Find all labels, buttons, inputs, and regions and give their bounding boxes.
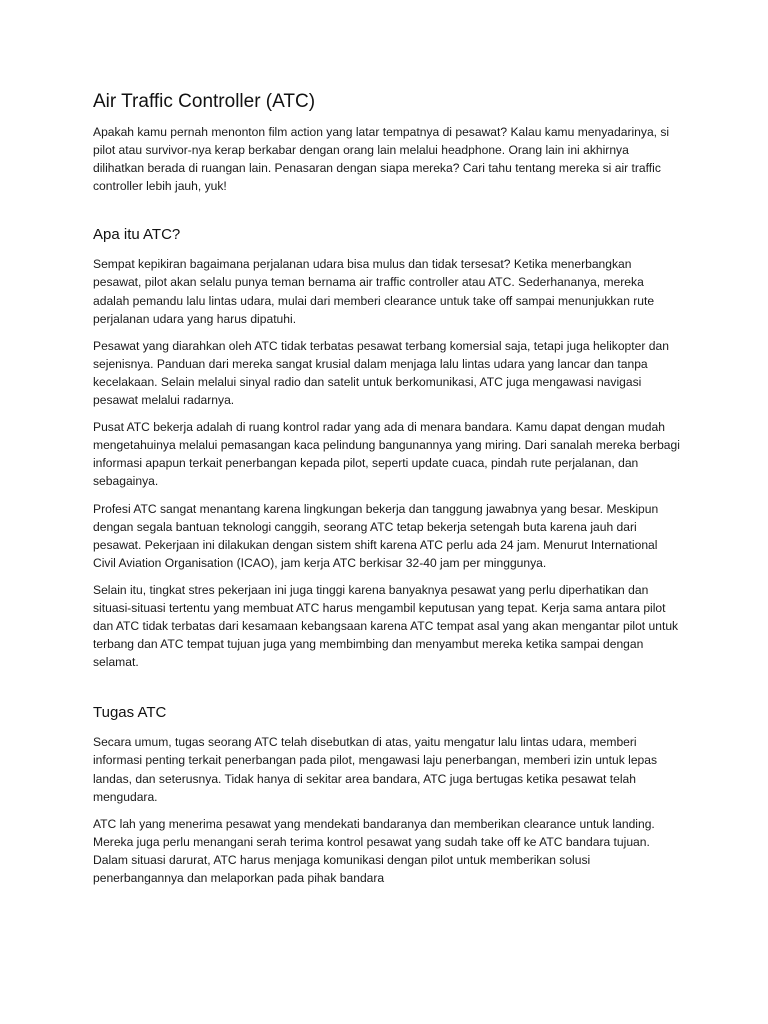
section-heading-tugas-atc: Tugas ATC bbox=[93, 704, 167, 722]
document-content bbox=[93, 90, 683, 896]
paragraph: Secara umum, tugas seorang ATC telah disebutkan di atas, yaitu mengatur lalu lintas udara, memberi informasi penting terkait penerbangan pada pilot, mengawasi laju penerbangan, memberi izin untuk lepas landas, dan seterusnya. Tidak hanya di sekitar area bandara, ATC juga bertugas ketika pesawat telah mengudara. bbox=[93, 735, 658, 804]
paragraph: Pesawat yang diarahkan oleh ATC tidak terbatas pesawat terbang komersial saja, tetapi juga helikopter dan sejenisnya. Panduan dari mereka sangat krusial dalam menjaga lalu lintas udara yang lancar dan tanpa kecelakaan. Selain melalui sinyal radio dan satelit untuk berkomunikasi, ATC juga mengawasi navigasi pesawat melalui radarnya. bbox=[93, 338, 669, 408]
paragraph: Pusat ATC bekerja adalah di ruang kontrol radar yang ada di menara bandara. Kamu dapat dengan mudah mengetahuinya melalui pemasangan kaca pelindung bangunannya yang miring. Dari sanalah mereka berbagi informasi apapun terkait penerbangan kepada pilot, seperti update cuaca, pindah rute perjalanan, dan sebagainya. bbox=[93, 420, 680, 489]
section-heading-apa-itu-atc: Apa itu ATC? bbox=[93, 226, 181, 244]
paragraph: Sempat kepikiran bagaimana perjalanan udara bisa mulus dan tidak tersesat? Ketika menerbangkan pesawat, pilot akan selalu punya teman bernama air traffic controller atau ATC. Sederhananya, mereka adalah pemandu lalu lintas udara, mulai dari memberi clearance untuk take off sampai menunjukkan rute perjalanan udara yang harus dipatuhi. bbox=[93, 257, 655, 326]
intro-paragraph: Apakah kamu pernah menonton film action yang latar tempatnya di pesawat? Kalau kamu menyadarinya, si pilot atau survivor-nya kerap berkabar dengan orang lain melalui headphone. Orang lain ini akhirnya dilihatkan berada di ruangan lain. Penasaran dengan siapa mereka? Cari tahu tentang mereka si air traffic controller lebih jauh, yuk! bbox=[93, 125, 670, 194]
paragraph: Selain itu, tingkat stres pekerjaan ini juga tinggi karena banyaknya pesawat yang perlu diperhatikan dan situasi-situasi tertentu yang membuat ATC harus mengambil keputusan yang tepat. Kerja sama antara pilot dan ATC tidak terbatas dari kesamaan kebangsaan karena ATC tempat asal yang akan mengantar pilot untuk terbang dan ATC tempat tujuan juga yang membimbing dan menyambut mereka ketika sampai dengan selamat. bbox=[93, 582, 679, 670]
document-title: Air Traffic Controller (ATC) bbox=[93, 91, 316, 112]
paragraph: ATC lah yang menerima pesawat yang mendekati bandaranya dan memberikan clearance untuk landing. Mereka juga perlu menangani serah terima kontrol pesawat yang sudah take off ke ATC bandara tujuan. Dalam situasi darurat, ATC harus menjaga komunikasi dengan pilot untuk memberikan solusi penerbangannya dan melaporkan pada pihak bandara bbox=[93, 816, 655, 885]
paragraph: Profesi ATC sangat menantang karena lingkungan bekerja dan tanggung jawabnya yang besar. Meskipun dengan segala bantuan teknologi canggih, seorang ATC tetap bekerja setengah buta karena jauh dari pesawat. Pekerjaan ini dilakukan dengan sistem shift karena ATC perlu ada 24 jam. Menurut International Civil Aviation Organisation (ICAO), jam kerja ATC berkisar 32-40 jam per minggunya. bbox=[93, 501, 659, 570]
